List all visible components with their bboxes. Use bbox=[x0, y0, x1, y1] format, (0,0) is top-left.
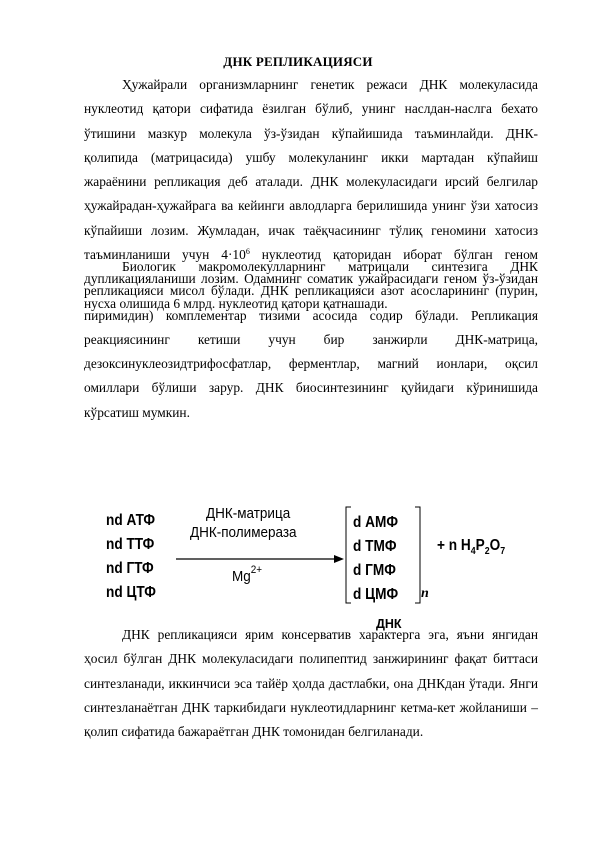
catalyst-ion bbox=[232, 564, 263, 585]
product-tmp: d ТМФ bbox=[353, 538, 397, 555]
pyro-o-sub: 7 bbox=[500, 546, 506, 557]
condition-enzyme: ДНК-полимераза bbox=[190, 524, 297, 541]
pyro-p-sub: 2 bbox=[484, 546, 490, 557]
pyro-p: P bbox=[475, 537, 485, 554]
product-amp: d АМФ bbox=[353, 514, 398, 531]
reactant-ttp: nd ТТФ bbox=[106, 536, 155, 553]
reactant-gtp: nd ГТФ bbox=[106, 560, 154, 577]
reactants-list bbox=[106, 509, 156, 605]
catalyst-charge: 2+ bbox=[250, 564, 263, 576]
polymer-multiplier: n bbox=[421, 586, 429, 601]
catalyst-symbol: Mg bbox=[232, 568, 251, 585]
product-cmp: d ЦМФ bbox=[353, 586, 399, 603]
paragraph1-rest: нуклеотид қаторидан иборат бўлган геном дупликацияланиши лозим. Одамнинг соматик ужайрасидаги геном ўз-ўзидан нусха олишида 6 млрд. нуклеотид қатори қатнашади. bbox=[84, 247, 538, 311]
paragraph-matrix-synthesis: Биологик макромолекулларнинг матрицали синтезига ДНК репликацияси мисол бўлади. ДНК репликацияси азот асосларининг (пурин, пиримидин) комплементар тизими асосида содир бўлади. Репликация реакциясининг кетиши учун бир занжирли ДНК-матрица, дезоксинуклеозидтрифосфатлар, ферментлар, магний ионлари, оқсил омиллари бўлиши зарур. ДНК биосинтезининг қуйидаги кўринишида кўрсатиш мумкин. bbox=[84, 259, 538, 420]
condition-template: ДНК-матрица bbox=[206, 505, 291, 522]
products-list bbox=[353, 511, 398, 607]
replication-reaction bbox=[0, 500, 596, 635]
exponent: 6 bbox=[245, 247, 250, 257]
pyrophosphate bbox=[437, 537, 505, 555]
pyro-prefix: + n H bbox=[437, 537, 471, 554]
paragraph-semiconservative: ДНК репликацияси ярим консерватив характерга эга, яъни янгидан ҳосил бўлган ДНК молекуласидаги полипептид занжирининг фақат биттаси синтезланади, иккинчиси эса тайёр ҳолда дастлабки, она ДНКдан ўтади. Янги синтезланаётган ДНК таркибидаги нуклеотидларнинг кетма-кет жойланиши – қолип сифатида бажараётган ДНК томонидан белгиланади. bbox=[84, 627, 538, 740]
page-title: ДНК РЕПЛИКАЦИЯСИ bbox=[223, 54, 373, 69]
pyro-h-sub: 4 bbox=[470, 546, 476, 557]
reactant-atp: nd АТФ bbox=[106, 512, 156, 529]
paragraph1-text: Ҳужайрали организмларнинг генетик режаси ДНК молекуласида нуклеотид қатори сифатида ёзилган бўлиб, унинг наслдан-наслга бехато ўтишини мазкур молекула ўз-ўзидан кўпайишида таъминлайди. ДНК-қолипида (матрицасида) ушбу молекуланинг икки мартадан кўпайиш жараёнини репликация деб аталади. ДНК молекуласидаги ирсий белгилар ҳужайрадан-ҳужайрага ва кейинги авлодларга берилишида унинг ўзи хатосиз кўпайиши лозим. Жумладан, ичак таёқчасининг тўлиқ геномини хатосиз таъминланиши учун 4·10 bbox=[84, 77, 538, 263]
product-label: ДНК bbox=[376, 617, 402, 631]
product-gmp: d ГМФ bbox=[353, 562, 396, 579]
pyro-o: O bbox=[489, 537, 501, 554]
reactant-ctp: nd ЦТФ bbox=[106, 584, 156, 601]
